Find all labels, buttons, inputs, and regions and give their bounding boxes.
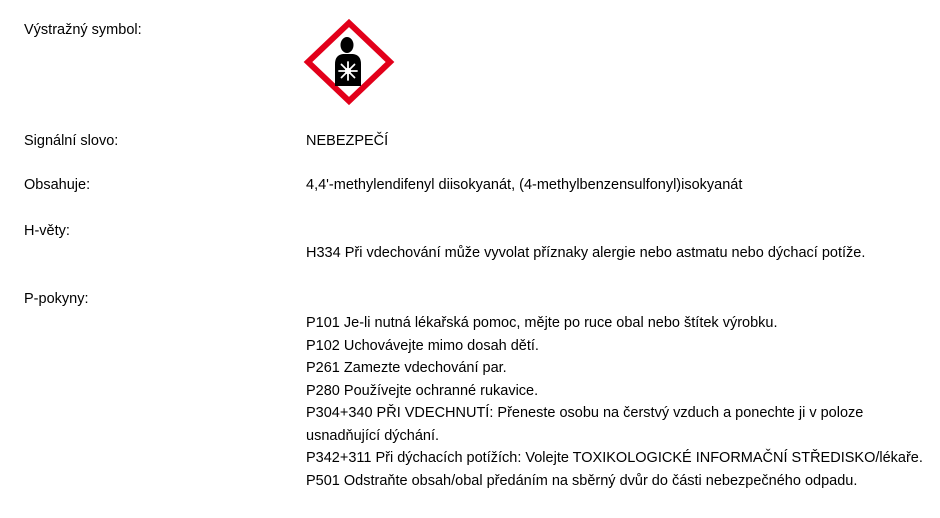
- contains-value: 4,4'-methylendifenyl diisokyanát, (4-methylbenzensulfonyl)isokyanát: [306, 177, 743, 193]
- p-statement-line: P304+340 PŘI VDECHNUTÍ: Přeneste osobu na čerstvý vzduch a ponechte ji v poloze: [306, 405, 864, 421]
- h-statement: H334 Při vdechování může vyvolat příznaky alergie nebo astmatu nebo dýchací potíže.: [306, 245, 866, 261]
- p-statement-line: P501 Odstraňte obsah/obal předáním na sběrný dvůr do části nebezpečného odpadu.: [306, 472, 858, 489]
- p-statement-line: P102 Uchovávejte mimo dosah dětí.: [306, 337, 539, 354]
- hazard-symbol-label: Výstražný symbol:: [24, 22, 142, 38]
- h-statements-label: H-věty:: [24, 223, 70, 239]
- contains-label: Obsahuje:: [24, 177, 91, 193]
- p-statement-line: P101 Je-li nutná lékařská pomoc, mějte po ruce obal nebo štítek výrobku.: [306, 315, 778, 331]
- p-statement-line: P342+311 Při dýchacích potížích: Volejte TOXIKOLOGICKÉ INFORMAČNÍ STŘEDISKO/lékaře.: [306, 450, 923, 466]
- p-statement-line: P261 Zamezte vdechování par.: [306, 360, 507, 376]
- p-statements-list: [306, 312, 923, 492]
- p-statement-line: P280 Používejte ochranné rukavice.: [306, 382, 539, 399]
- signal-word-label: Signální slovo:: [24, 133, 119, 149]
- p-statements-label: P-pokyny:: [24, 291, 89, 307]
- p-statement-line: usnadňující dýchání.: [306, 427, 440, 444]
- ghs08-health-hazard-icon: [303, 18, 395, 106]
- signal-word-value: NEBEZPEČÍ: [306, 133, 389, 149]
